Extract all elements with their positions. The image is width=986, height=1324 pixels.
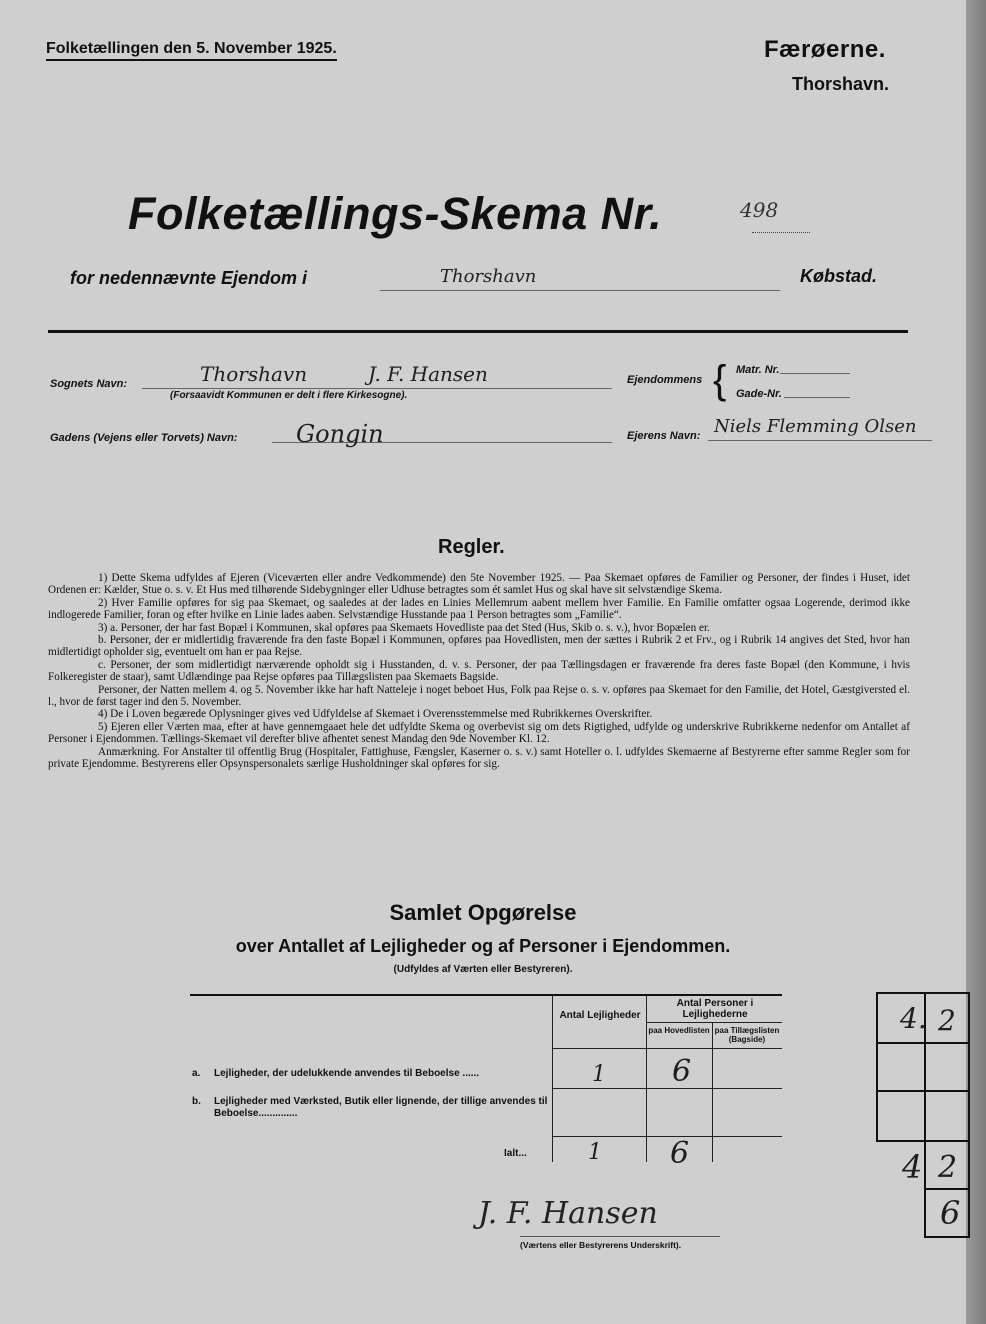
header-divider bbox=[48, 330, 908, 333]
signature-line bbox=[520, 1236, 720, 1237]
total-label: Ialt... bbox=[504, 1148, 527, 1159]
table-hline-sub bbox=[646, 1022, 782, 1023]
property-label: Ejendommens bbox=[627, 374, 703, 386]
row-a-label: Lejligheder, der udelukkende anvendes til Beboelse ...... bbox=[214, 1068, 480, 1079]
col-header-personer: Antal Personer i Lejlighederne bbox=[676, 998, 754, 1020]
summary-title: Samlet Opgørelse bbox=[389, 900, 577, 925]
side-box-rule-bottom bbox=[924, 1236, 968, 1238]
rule-paragraph: 4) De i Loven begærede Oplysninger gives ved Udfyldelse af Skemaet i Overensstemmelse med Rubrikkernes Overskrifter. bbox=[98, 708, 653, 721]
row-a-hoved-handwritten: 6 bbox=[672, 1054, 692, 1089]
col-header-hoved: paa Hovedlisten bbox=[648, 1026, 710, 1035]
kobstad-label: Købstad. bbox=[800, 266, 878, 286]
property-town-handwritten: Thorshavn bbox=[440, 266, 537, 287]
owner-signature-handwritten: J. F. Hansen bbox=[478, 1196, 658, 1231]
table-vline-2 bbox=[646, 996, 647, 1162]
parish-name-line bbox=[142, 388, 612, 389]
rule-paragraph: b. Personer, der er midlertidig fraværende fra den faste Bopæl i Kommunen, opføres paa Hovedlisten, men der sættes i Rubrik 2 et Frv., og i Rubrik 14 angives det Sted, hvor han midlertidigt opholder sig, eventuelt om han er paa Rejse. bbox=[48, 634, 910, 659]
table-hline-b bbox=[552, 1136, 782, 1137]
row-b-label: Lejligheder med Værksted, Butik eller lignende, der tillige anvendes til Beboelse.............. bbox=[214, 1096, 548, 1119]
side-box-r4-left: 4 bbox=[902, 1148, 923, 1186]
parish-note: (Forsaavidt Kommunen er delt i flere Kirkesogne). bbox=[170, 390, 408, 401]
matr-nr-label: Matr. Nr. bbox=[736, 364, 780, 376]
row-b-letter: b. bbox=[192, 1096, 201, 1107]
rule-paragraph: c. Personer, der som midlertidigt nærværende opholdt sig i Husstanden, d. v. s. Personer, der paa Tællingsdagen er fraværende fra deres faste Bopæl (den Kommune, i hvis Folkeregister de staar), samt Udlændinge paa Rejse opføres paa Tillægslisten paa Skemaets Bagside. bbox=[48, 658, 910, 684]
summary-subtitle: over Antallet af Lejligheder og af Personer i Ejendommen. bbox=[235, 936, 731, 956]
property-for-label: for nedennævnte Ejendom i bbox=[70, 268, 308, 288]
rule-paragraph: 1) Dette Skema udfyldes af Ejeren (Viceværten eller andre Vedkommende) den 5te November 1925. — Paa Skemaet opføres de Familier og Personer, der findes i Huset, idet Ordenen er: Kælder, Stue o. s. v. Et Hus med tilhørende Sidebygninger eller Udhuse betragtes som ét samlet Hus og skal have sit selvstændige Skema. bbox=[48, 572, 910, 597]
region-header: Færøerne. bbox=[764, 36, 886, 63]
parish-extra-handwritten: J. F. Hansen bbox=[368, 362, 488, 386]
owner-name-handwritten: Niels Flemming Olsen bbox=[714, 416, 917, 437]
street-name-handwritten: Gongin bbox=[296, 420, 384, 448]
side-box-left-edge bbox=[876, 992, 878, 1140]
rule-paragraph: Anmærkning. For Anstalter til offentlig Brug (Hospitaler, Fattighuse, Fængsler, Kaserner o. s. v.) samt Hoteller o. l. udfyldes Skemaerne af Bestyrerne efter samme Regler som for private Ejendomme. Bestyrerens eller Opsynspersonalets særlige Husholdninger skal opføres for sig. bbox=[48, 745, 910, 771]
side-box-rule-1 bbox=[876, 1042, 968, 1044]
town-header: Thorshavn. bbox=[792, 74, 890, 94]
side-tally-box bbox=[876, 992, 968, 1238]
col-header-tillaeg: paa Tillægslisten (Bagside) bbox=[714, 1026, 780, 1044]
owner-name-line bbox=[708, 440, 932, 441]
table-hline-head bbox=[552, 1048, 782, 1049]
total-hoved-handwritten: 6 bbox=[670, 1136, 690, 1171]
signature-caption: (Værtens eller Bestyrerens Underskrift). bbox=[520, 1240, 682, 1250]
side-box-r1-left: 4. bbox=[900, 1002, 927, 1035]
row-a-letter: a. bbox=[192, 1068, 201, 1079]
side-box-rule-4 bbox=[924, 1188, 968, 1190]
rule-paragraph: 2) Hver Familie opføres for sig paa Skemaet, og saaledes at der lades en Linies Mellemrum aabent mellem hver Familie. En Familie omfatter ogsaa Logerende, derimod ikke indlogerede Familier, foran og efter hvilke en Linie lades aaben. Selvstændige Husstande paa 1 Person betragtes som „Familie“. bbox=[48, 596, 910, 622]
side-box-r1-right: 2 bbox=[938, 1004, 956, 1037]
summary-note: (Udfyldes af Værten eller Bestyreren). bbox=[393, 964, 573, 975]
form-title: Folketællings-Skema Nr. bbox=[128, 188, 663, 239]
form-number-line bbox=[752, 232, 810, 233]
rule-paragraph: 3) a. Personer, der har fast Bopæl i Kommunen, skal opføres paa Skemaets Hovedliste paa det Sted (Hus, Skib o. s. v.), hvor Bopælen er. bbox=[98, 621, 710, 634]
table-vline-3 bbox=[712, 1022, 713, 1162]
rules-body bbox=[48, 572, 910, 771]
rule-paragraph: Personer, der Natten mellem 4. og 5. November ikke har haft Natteleje i noget beboet Hus, Folk paa Rejse o. s. v. opføres paa Skemaet for den Familie, det Hotel, Gæstgiversted el. l., hvor de først tager ind den 5. November. bbox=[48, 683, 910, 709]
property-town-line bbox=[380, 290, 780, 291]
property-brace: { bbox=[713, 358, 727, 402]
street-name-label: Gadens (Vejens eller Torvets) Navn: bbox=[50, 432, 238, 444]
table-hline-a bbox=[552, 1088, 782, 1089]
side-box-rule-3 bbox=[876, 1140, 968, 1142]
side-box-right-edge bbox=[968, 992, 970, 1238]
gade-nr-line bbox=[784, 397, 850, 398]
matr-nr-line bbox=[780, 373, 850, 374]
parish-name-label: Sognets Navn: bbox=[50, 378, 128, 390]
total-antal-handwritten: 1 bbox=[588, 1140, 602, 1165]
form-number-handwritten: 498 bbox=[740, 198, 779, 222]
summary-table-top-rule bbox=[190, 994, 782, 996]
side-box-r4-right: 2 bbox=[938, 1150, 958, 1185]
side-box-rule-2 bbox=[876, 1090, 968, 1092]
col-header-antal: Antal Lejligheder bbox=[559, 1010, 641, 1021]
side-box-rule-top bbox=[876, 992, 968, 994]
row-a-antal-handwritten: 1 bbox=[592, 1062, 606, 1087]
census-date-header: Folketællingen den 5. November 1925. bbox=[46, 40, 337, 61]
parish-name-handwritten: Thorshavn bbox=[200, 362, 308, 386]
rules-title: Regler. bbox=[438, 536, 505, 558]
gade-nr-label: Gade-Nr. bbox=[736, 388, 782, 400]
table-vline-1 bbox=[552, 996, 553, 1162]
owner-name-label: Ejerens Navn: bbox=[627, 430, 701, 442]
rule-paragraph: 5) Ejeren eller Værten maa, efter at have gennemgaaet hele det udfyldte Skema og overbevist sig om dets Rigtighed, udfylde og underskrive Rubrikkerne nedenfor om Antallet af Personer i Ejendommen. Tællings-Skemaet vil derefter blive afhentet senest Mandag den 9de November Kl. 12. bbox=[48, 720, 910, 746]
side-box-r5-right: 6 bbox=[940, 1194, 961, 1232]
